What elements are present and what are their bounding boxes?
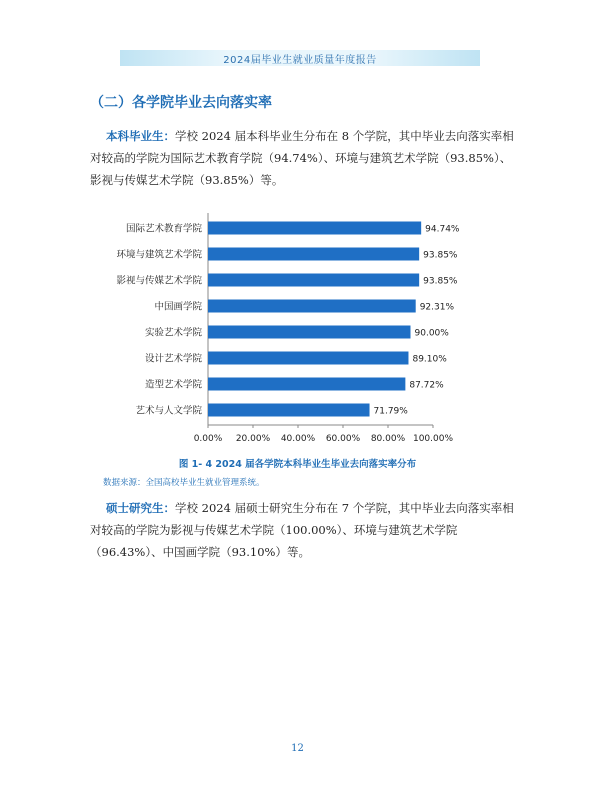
undergraduate-text: 学校 2024 届本科毕业生分布在 8 个学院，其中毕业去向落实率相对较高的学院为国际艺术教育学院（94.74%）、环境与建筑艺术学院（93.85%）、影视与传媒艺术学院（93.85%）等。 xyxy=(90,129,514,187)
x-tick-label: 20.00% xyxy=(235,434,271,444)
x-tick-label: 0.00% xyxy=(193,434,223,444)
data-label: 92.31% xyxy=(419,302,455,313)
header-banner xyxy=(120,50,480,66)
header-title: 2024届毕业生就业质量年度报告 xyxy=(223,54,377,66)
category-label: 环境与建筑艺术学院 xyxy=(116,249,202,261)
data-label: 87.72% xyxy=(409,380,444,391)
x-tick-label: 100.00% xyxy=(412,434,454,444)
bar xyxy=(208,326,411,339)
category-label: 造型艺术学院 xyxy=(144,379,202,391)
bar xyxy=(208,300,416,313)
graduate-lead: 硕士研究生： xyxy=(106,501,175,515)
section-heading: （二）各学院毕业去向落实率 xyxy=(90,95,272,111)
x-tick-label: 80.00% xyxy=(370,434,406,444)
category-label: 中国画学院 xyxy=(154,301,202,313)
data-label: 93.85% xyxy=(423,250,458,261)
data-label: 94.74% xyxy=(425,224,460,235)
bar xyxy=(208,248,419,261)
bar-chart-svg xyxy=(90,205,510,445)
data-label: 89.10% xyxy=(412,354,447,365)
data-label: 71.79% xyxy=(373,406,408,417)
bar xyxy=(208,352,408,365)
chart xyxy=(90,205,510,445)
bar xyxy=(208,378,405,391)
category-label: 实验艺术学院 xyxy=(144,327,202,339)
graduate-paragraph xyxy=(90,497,520,563)
data-source-note: 数据来源：全国高校毕业生就业管理系统。 xyxy=(103,478,265,488)
category-label: 国际艺术教育学院 xyxy=(125,223,202,235)
data-label: 90.00% xyxy=(414,328,449,339)
graduate-text: 学校 2024 届硕士研究生分布在 7 个学院，其中毕业去向落实率相对较高的学院为影视与传媒艺术学院（100.00%）、环境与建筑艺术学院（96.43%）、中国画学院（93.10%）等。 xyxy=(90,501,514,559)
category-label: 艺术与人文学院 xyxy=(135,405,202,417)
category-label: 设计艺术学院 xyxy=(144,353,202,365)
data-label: 93.85% xyxy=(423,276,458,287)
x-tick-label: 60.00% xyxy=(325,434,361,444)
x-tick-label: 40.00% xyxy=(280,434,316,444)
category-label: 影视与传媒艺术学院 xyxy=(116,275,202,287)
figure-caption: 图 1- 4 2024 届各学院本科毕业生毕业去向落实率分布 xyxy=(178,459,417,470)
undergraduate-paragraph xyxy=(90,125,520,191)
bar xyxy=(208,274,419,287)
bar xyxy=(208,222,421,235)
undergraduate-lead: 本科毕业生： xyxy=(106,129,175,143)
bar xyxy=(208,404,370,417)
page-number: 12 xyxy=(291,743,304,754)
